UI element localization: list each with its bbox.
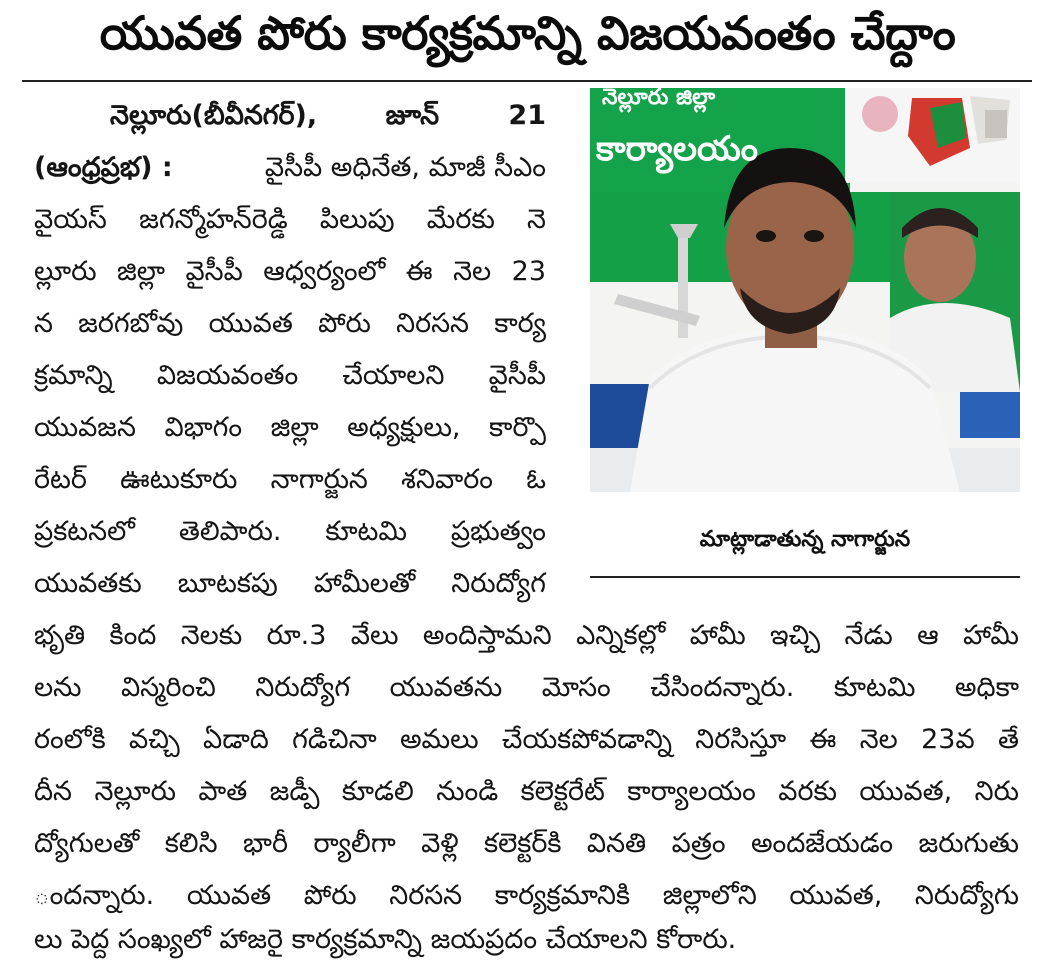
headline: యువత పోరు కార్యక్రమాన్ని విజయవంతం చేద్దాం xyxy=(99,6,956,60)
article-line: ద్యోగులతో కలిసి భారీ ర్యాలీగా వెళ్లి కలెక్టర్‌కి వినతి పత్రం అందజేయడం జరుగుతు xyxy=(34,828,1019,859)
article-line: రంలోకి వచ్చి ఏడాది గడిచినా అమలు చేయకపోవడాన్ని నిరసిస్తూ ఈ నెల 23వ తే xyxy=(34,724,1019,755)
article-line-text: వైసీపీ అధినేత, మాజీ సీఎం xyxy=(264,152,546,183)
article-line-1 xyxy=(34,142,546,194)
article-line: ప్రకటనలో తెలిపారు. కూటమి ప్రభుత్వం xyxy=(34,516,546,547)
photo-caption: మాట్లాడాతున్న నాగార్జున xyxy=(699,527,911,552)
dateline xyxy=(34,90,546,142)
article-line: న జరగబోవు యువత పోరు నిరసన కార్య xyxy=(34,308,546,339)
news-photo xyxy=(590,88,1020,492)
dateline-date: జూన్ 21 xyxy=(385,100,546,131)
banner-text-top: నెల్లూరు జిల్లా xyxy=(602,88,716,110)
dateline-place: నెల్లూరు(బీవీనగర్), xyxy=(110,100,318,131)
article-line: భృతి కింద నెలకు రూ.3 వేలు అందిస్తామని ఎన్నికల్లో హామీ ఇచ్చి నేడు ఆ హామీ xyxy=(34,620,1019,651)
article-line: రేటర్ ఊటుకూరు నాగార్జున శనివారం ఓ xyxy=(34,464,546,495)
article-line: యువతకు బూటకపు హామీలతో నిరుద్యోగ xyxy=(34,568,546,599)
article-line: లను విస్మరించి నిరుద్యోగ యువతను మోసం చేసిందన్నారు. కూటమి అధికా xyxy=(34,672,1019,703)
article-line: వైయస్ జగన్మోహన్‌రెడ్డి పిలుపు మేరకు నె xyxy=(34,204,546,235)
news-photo-illustration xyxy=(590,88,1020,492)
article-line: ల్లూరు జిల్లా వైసీపీ ఆధ్వర్యంలో ఈ నెల 23 xyxy=(34,256,546,287)
article-line: దీన నెల్లూరు పాత జడ్పీ కూడలి నుండి కలెక్టరేట్ కార్యాలయం వరకు యువత, నిరు xyxy=(34,776,1019,807)
article-line: యువజన విభాగం జిల్లా అధ్యక్షులు, కార్పొ xyxy=(34,412,546,443)
dateline-source: (ఆంధ్రప్రభ) : xyxy=(34,152,173,183)
banner-text-main: కార్యాలయం xyxy=(596,129,758,169)
article-line-last: లు పెద్ద సంఖ్యలో హాజరై కార్యక్రమాన్ని జయప్రదం చేయాలని కోరారు. xyxy=(34,924,737,955)
article-line: క్రమాన్ని విజయవంతం చేయాలని వైసీపీ xyxy=(34,360,546,391)
caption-divider xyxy=(590,576,1020,578)
headline-divider xyxy=(22,80,1032,82)
article-line: ందన్నారు. యువత పోరు నిరసన కార్యక్రమానికి జిల్లాలోని యువత, నిరుద్యోగు xyxy=(34,880,1019,911)
